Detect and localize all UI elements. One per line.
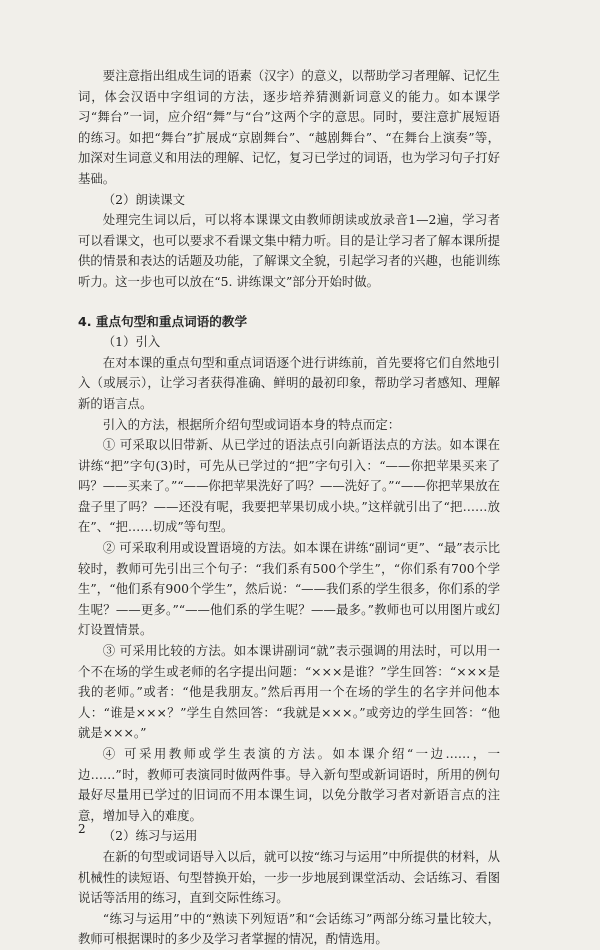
paragraph-method-3: ③ 可采用比较的方法。如本课讲副词“就”表示强调的用法时，可以用一个不在场的学生或老师的名字提出问题：“×××是谁？”学生回答：“×××是我的老师。”或者：“他是我朋友。”然后再用一个在场的学生的名字并问他本人：“谁是×××？”学生自然回答：“我就是×××。”或旁边的学生回答：“他就是×××。” [78, 643, 500, 741]
paragraph-vocab-morphemes: 要注意指出组成生词的语素（汉字）的意义，以帮助学习者理解、记忆生词，体会汉语中字组词的方法，逐步培养猜测新词意义的能力。如本课学习“舞台”一词，应介绍“舞”与“台”这两个字的意思。同时，要注意扩展短语的练习。如把“舞台”扩展成“京剧舞台”、“越剧舞台”、“在舞台上演奏”等，加深对生词意义和用法的理解、记忆，复习已学过的词语，也为学习句子打好基础。 [78, 68, 500, 186]
subheading-practice-application: （2）练习与运用 [102, 828, 198, 844]
page-content [78, 66, 500, 950]
page-number: 2 [78, 822, 86, 836]
paragraph-method-1: ① 可采取以旧带新、从已学过的语法点引向新语法点的方法。如本课在讲练“把”字句(3)时，可先从已学过的“把”字句引入：“——你把苹果买来了吗？——买来了。”“——你把苹果洗好了吗？——洗好了。”“——你把苹果放在盘子里了吗？——还没有呢，我要把苹果切成小块。”这样就引出了“把……放在”、“把……切成”等句型。 [78, 437, 500, 535]
subheading-reading-text: （2）朗读课文 [102, 191, 186, 207]
paragraph-practice-selection: “练习与运用”中的“熟读下列短语”和“会话练习”两部分练习量比较大，教师可根据课时的多少及学习者掌握的情况，酌情选用。 [78, 910, 500, 947]
paragraph-introduction: 在对本课的重点句型和重点词语逐个进行讲练前，首先要将它们自然地引入（或展示），让学习者获得准确、鲜明的最初印象，帮助学习者感知、理解新的语言点。 [78, 354, 500, 411]
paragraph-method-4: ④ 可采用教师或学生表演的方法。如本课介绍“一边……，一边……”时，教师可表演同时做两件事。导入新句型或新词语时，所用的例句最好尽量用已学过的旧词而不用本课生词，以免分散学习者对新语言点的注意，增加导入的难度。 [78, 746, 500, 823]
paragraph-method-2: ② 可采取利用或设置语境的方法。如本课在讲练“副词“更”、“最”表示比较时，教师可先引出三个句子：“我们系有500个学生”，“你们系有700个学生”，“他们系有900个学生”，然后说：“——我们系的学生很多，你们系的学生呢？——更多。”“——他们系的学生呢？——最多。”教师也可以用图片或幻灯设置情景。 [78, 540, 500, 638]
paragraph-reading-text: 处理完生词以后，可以将本课课文由教师朗读或放录音1—2遍，学习者可以看课文，也可以要求不看课文集中精力听。目的是让学习者了解本课所提供的情景和表达的话题及功能，了解课文全貌，引起学习者的兴趣，也能训练听力。这一步也可以放在“5. 讲练课文”部分开始时做。 [78, 212, 500, 289]
subheading-introduction: （1）引入 [102, 334, 161, 350]
paragraph-introduction-methods: 引入的方法，根据所介绍句型或词语本身的特点而定： [102, 416, 401, 432]
section-heading-key-patterns: 4. 重点句型和重点词语的教学 [78, 313, 248, 329]
paragraph-practice-application: 在新的句型或词语导入以后，就可以按“练习与运用”中所提供的材料，从机械性的读短语、句型替换开始，一步一步地展到课堂活动、会话练习、看图说话等活用的练习，直到交际性练习。 [78, 848, 500, 906]
